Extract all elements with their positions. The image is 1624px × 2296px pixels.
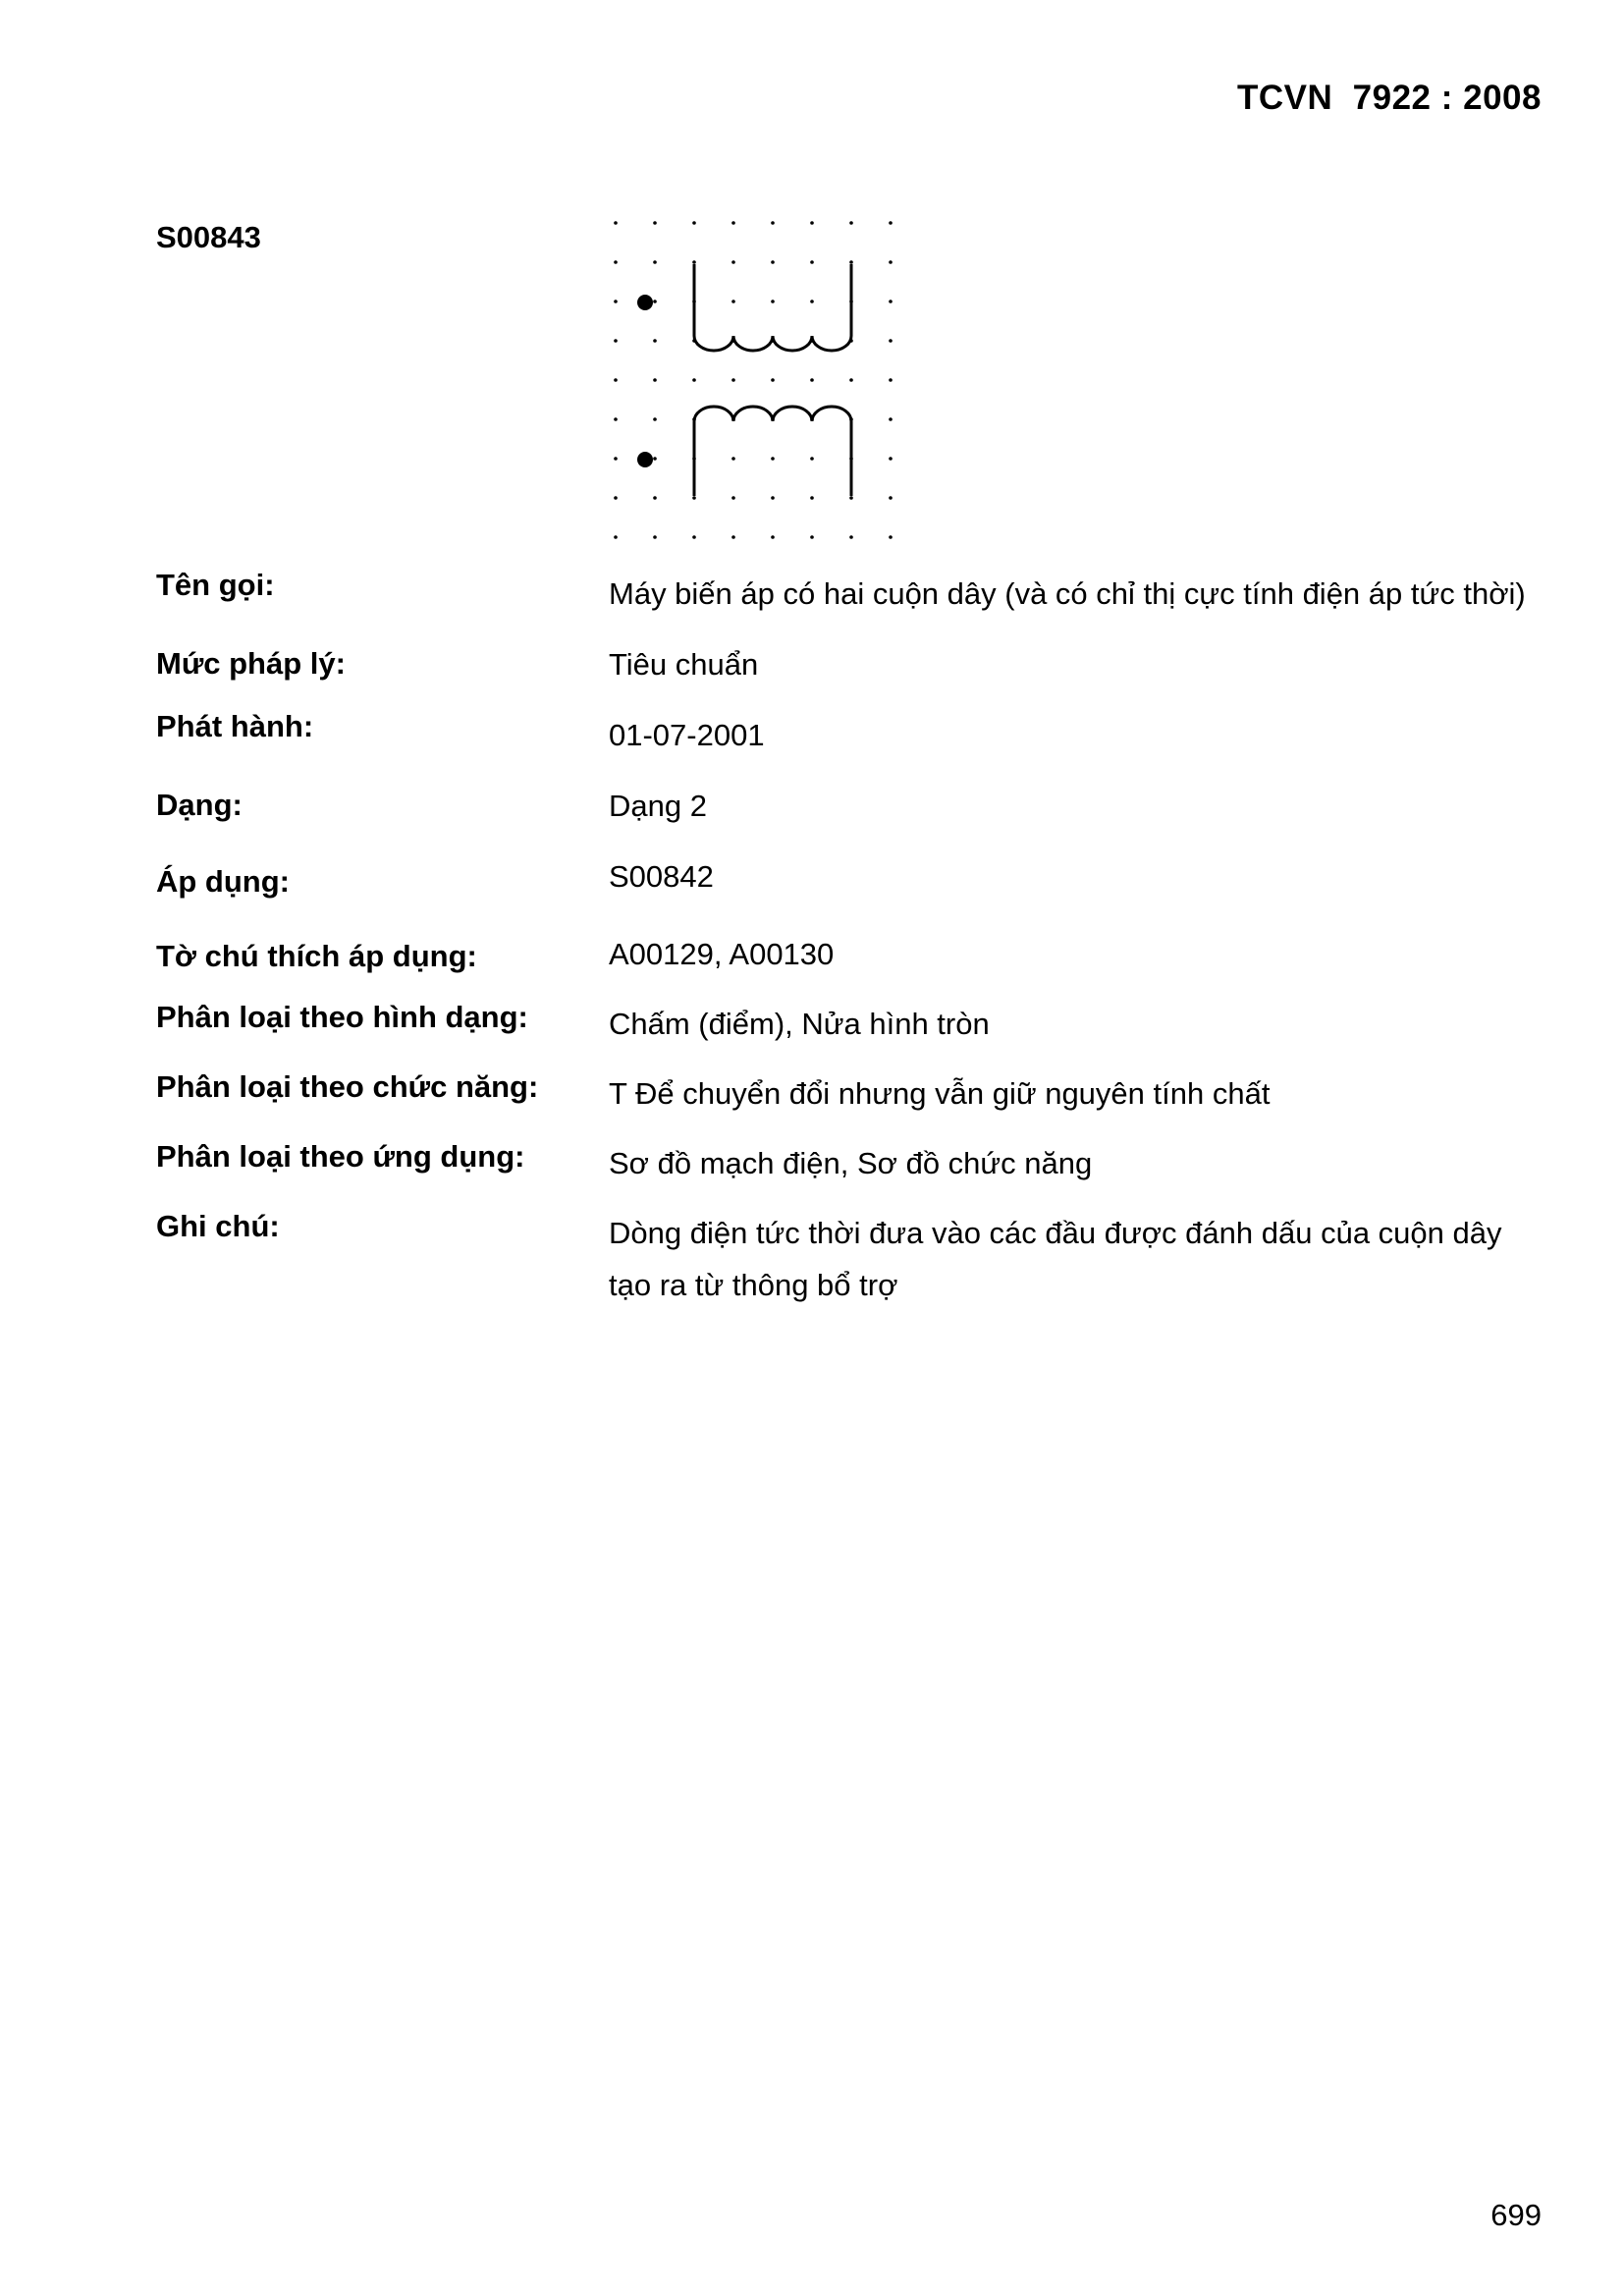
field-label-to-chu-thich: Tờ chú thích áp dụng: xyxy=(156,939,477,973)
grid-dot xyxy=(810,300,814,303)
field-value-phan-loai-hinh-dang: Chấm (điểm), Nửa hình tròn xyxy=(609,1007,990,1041)
upper-winding xyxy=(694,264,851,351)
grid-dot xyxy=(653,339,657,343)
grid-dot xyxy=(653,535,657,539)
transformer-symbol-figure xyxy=(601,208,895,547)
grid-dot xyxy=(810,496,814,500)
grid-dot xyxy=(731,378,735,382)
transformer-two-windings-polarity-icon xyxy=(601,208,895,547)
grid-dot xyxy=(614,417,618,421)
field-label-dang: Dạng: xyxy=(156,788,243,822)
field-label-phan-loai-hinh-dang: Phân loại theo hình dạng: xyxy=(156,1000,528,1034)
grid-dot xyxy=(614,300,618,303)
field-value-ap-dung: S00842 xyxy=(609,859,714,894)
grid-dot xyxy=(653,496,657,500)
field-label-phan-loai-ung-dung: Phân loại theo ứng dụng: xyxy=(156,1139,525,1174)
standard-code: TCVN 7922 : 2008 xyxy=(1236,79,1542,117)
grid-dot xyxy=(810,535,814,539)
grid-dot xyxy=(771,457,775,461)
field-value-ten-goi: Máy biến áp có hai cuộn dây (và có chỉ thị cực tính điện áp tức thời) xyxy=(609,576,1526,611)
grid-dot xyxy=(889,417,893,421)
grid-dot xyxy=(849,496,853,500)
grid-dot xyxy=(889,378,893,382)
field-label-phat-hanh: Phát hành: xyxy=(156,709,314,743)
grid-dot xyxy=(614,378,618,382)
grid-dot xyxy=(889,221,893,225)
grid-dot xyxy=(731,496,735,500)
grid-dot xyxy=(614,339,618,343)
grid-dot xyxy=(692,535,696,539)
field-value-phat-hanh: 01-07-2001 xyxy=(609,718,765,752)
grid-dot xyxy=(692,496,696,500)
grid-dot xyxy=(771,535,775,539)
grid-dot xyxy=(810,457,814,461)
grid-dot xyxy=(653,417,657,421)
grid-dot xyxy=(653,221,657,225)
grid-dot xyxy=(771,378,775,382)
field-value-to-chu-thich: A00129, A00130 xyxy=(609,937,835,971)
grid-dot xyxy=(810,221,814,225)
grid-dot xyxy=(889,260,893,264)
field-value-ghi-chu: Dòng điện tức thời đưa vào các đầu được đánh dấu của cuộn dây tạo ra từ thông bổ trợ xyxy=(609,1216,1502,1302)
grid-dot xyxy=(614,260,618,264)
grid-dot xyxy=(731,535,735,539)
grid-dot xyxy=(889,457,893,461)
symbol-code: S00843 xyxy=(156,220,261,254)
lower-winding xyxy=(694,407,851,496)
field-value-phan-loai-chuc-nang: T Để chuyển đổi nhưng vẫn giữ nguyên tính chất xyxy=(609,1076,1271,1111)
grid-dot xyxy=(614,535,618,539)
grid-dot xyxy=(849,260,853,264)
grid-dot xyxy=(614,496,618,500)
grid-dot xyxy=(614,457,618,461)
grid-dot xyxy=(731,221,735,225)
grid-dot xyxy=(889,339,893,343)
grid-dot xyxy=(849,535,853,539)
grid-dot xyxy=(692,260,696,264)
grid-dot xyxy=(731,300,735,303)
field-label-ten-goi: Tên gọi: xyxy=(156,568,275,602)
field-value-dang: Dạng 2 xyxy=(609,789,707,823)
grid-dot xyxy=(653,378,657,382)
grid-dot xyxy=(849,378,853,382)
grid-dot xyxy=(731,260,735,264)
grid-dot xyxy=(653,260,657,264)
grid-dot xyxy=(849,221,853,225)
grid-dot xyxy=(614,221,618,225)
field-label-ap-dung: Áp dụng: xyxy=(156,864,291,899)
grid-dot xyxy=(771,300,775,303)
grid-dot xyxy=(731,457,735,461)
polarity-dot-lower xyxy=(637,452,653,467)
field-value-muc-phap-ly: Tiêu chuẩn xyxy=(609,647,759,682)
grid-dot xyxy=(653,300,657,303)
grid-dot xyxy=(810,260,814,264)
grid-dot xyxy=(771,260,775,264)
grid-dot xyxy=(771,496,775,500)
field-label-ghi-chu: Ghi chú: xyxy=(156,1209,280,1243)
grid-dot xyxy=(889,300,893,303)
grid-dot xyxy=(771,221,775,225)
field-label-phan-loai-chuc-nang: Phân loại theo chức năng: xyxy=(156,1069,539,1104)
field-value-phan-loai-ung-dung: Sơ đồ mạch điện, Sơ đồ chức năng xyxy=(609,1146,1093,1180)
field-label-muc-phap-ly: Mức pháp lý: xyxy=(156,646,346,681)
grid-dot xyxy=(810,378,814,382)
page-number: 699 xyxy=(1490,2198,1542,2232)
grid-dot xyxy=(889,535,893,539)
grid-dot xyxy=(653,457,657,461)
grid-dot xyxy=(889,496,893,500)
grid-dot xyxy=(692,221,696,225)
polarity-dot-upper xyxy=(637,295,653,310)
grid-dot xyxy=(692,378,696,382)
